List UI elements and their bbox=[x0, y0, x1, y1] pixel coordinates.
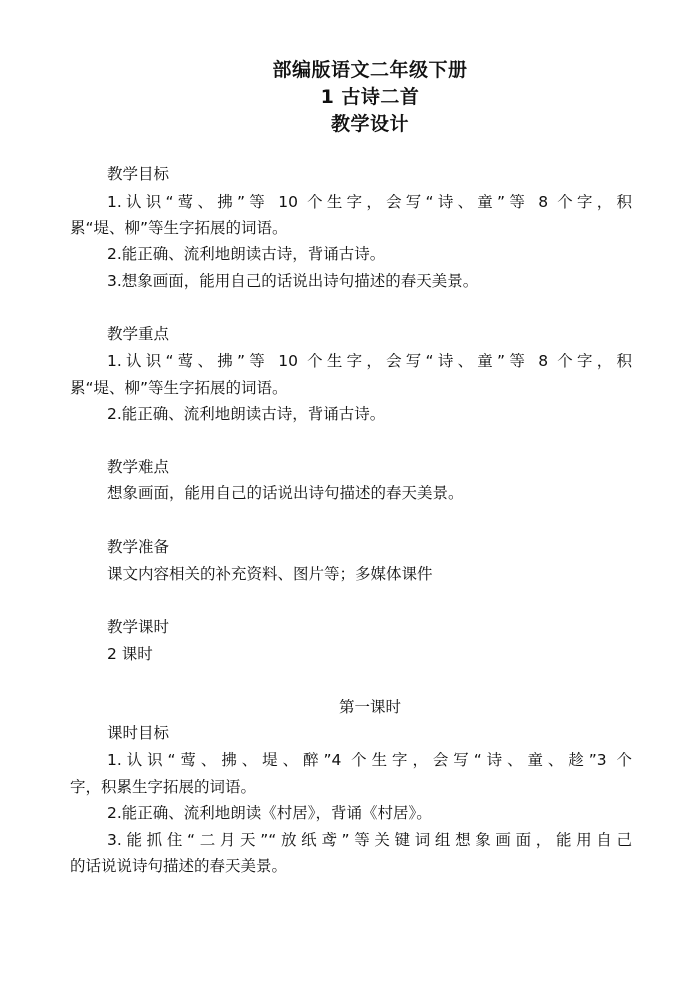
key-points-item-1-line-1: 1.认识“莺、拂”等 10 个生字，会写“诗、童”等 8 个字，积 bbox=[107, 352, 632, 370]
difficulties-text: 想象画面，能用自己的话说出诗句描述的春天美景。 bbox=[107, 484, 464, 502]
objectives-item-1-line-1: 1.认识“莺、拂”等 10 个生字，会写“诗、童”等 8 个字，积 bbox=[107, 193, 632, 211]
periods-heading: 教学课时 bbox=[107, 618, 170, 636]
document-subtitle: 教学设计 bbox=[330, 113, 409, 135]
difficulties-heading: 教学难点 bbox=[107, 458, 170, 476]
document-title: 部编版语文二年级下册 bbox=[272, 59, 468, 81]
objectives-item-1-line-2: 累“堤、柳”等生字拓展的词语。 bbox=[70, 219, 288, 237]
lesson-title: 1 古诗二首 bbox=[320, 86, 420, 108]
lesson-1-item-2: 2.能正确、流利地朗读《村居》，背诵《村居》。 bbox=[107, 804, 432, 822]
preparation-heading: 教学准备 bbox=[107, 538, 170, 556]
key-points-item-1-line-2: 累“堤、柳”等生字拓展的词语。 bbox=[70, 379, 288, 397]
objectives-heading: 教学目标 bbox=[107, 165, 170, 183]
lesson-1-item-1-line-1: 1.认识“莺、拂、堤、醉”4 个生字，会写“诗、童、趁”3 个 bbox=[107, 751, 632, 769]
lesson-1-item-3-line-1: 3.能抓住“二月天”“放纸鸢”等关键词组想象画面，能用自己 bbox=[107, 831, 632, 849]
lesson-1-item-1-line-2: 字，积累生字拓展的词语。 bbox=[70, 778, 257, 796]
periods-text: 2 课时 bbox=[107, 645, 153, 663]
key-points-item-2: 2.能正确、流利地朗读古诗，背诵古诗。 bbox=[107, 405, 386, 423]
objectives-item-3: 3.想象画面，能用自己的话说出诗句描述的春天美景。 bbox=[107, 272, 479, 290]
lesson-1-heading: 第一课时 bbox=[338, 698, 401, 716]
objectives-item-2: 2.能正确、流利地朗读古诗，背诵古诗。 bbox=[107, 245, 386, 263]
preparation-text: 课文内容相关的补充资料、图片等；多媒体课件 bbox=[107, 565, 433, 583]
key-points-heading: 教学重点 bbox=[107, 325, 170, 343]
lesson-1-item-3-line-2: 的话说说诗句描述的春天美景。 bbox=[70, 857, 288, 875]
lesson-1-objectives-heading: 课时目标 bbox=[107, 724, 170, 742]
